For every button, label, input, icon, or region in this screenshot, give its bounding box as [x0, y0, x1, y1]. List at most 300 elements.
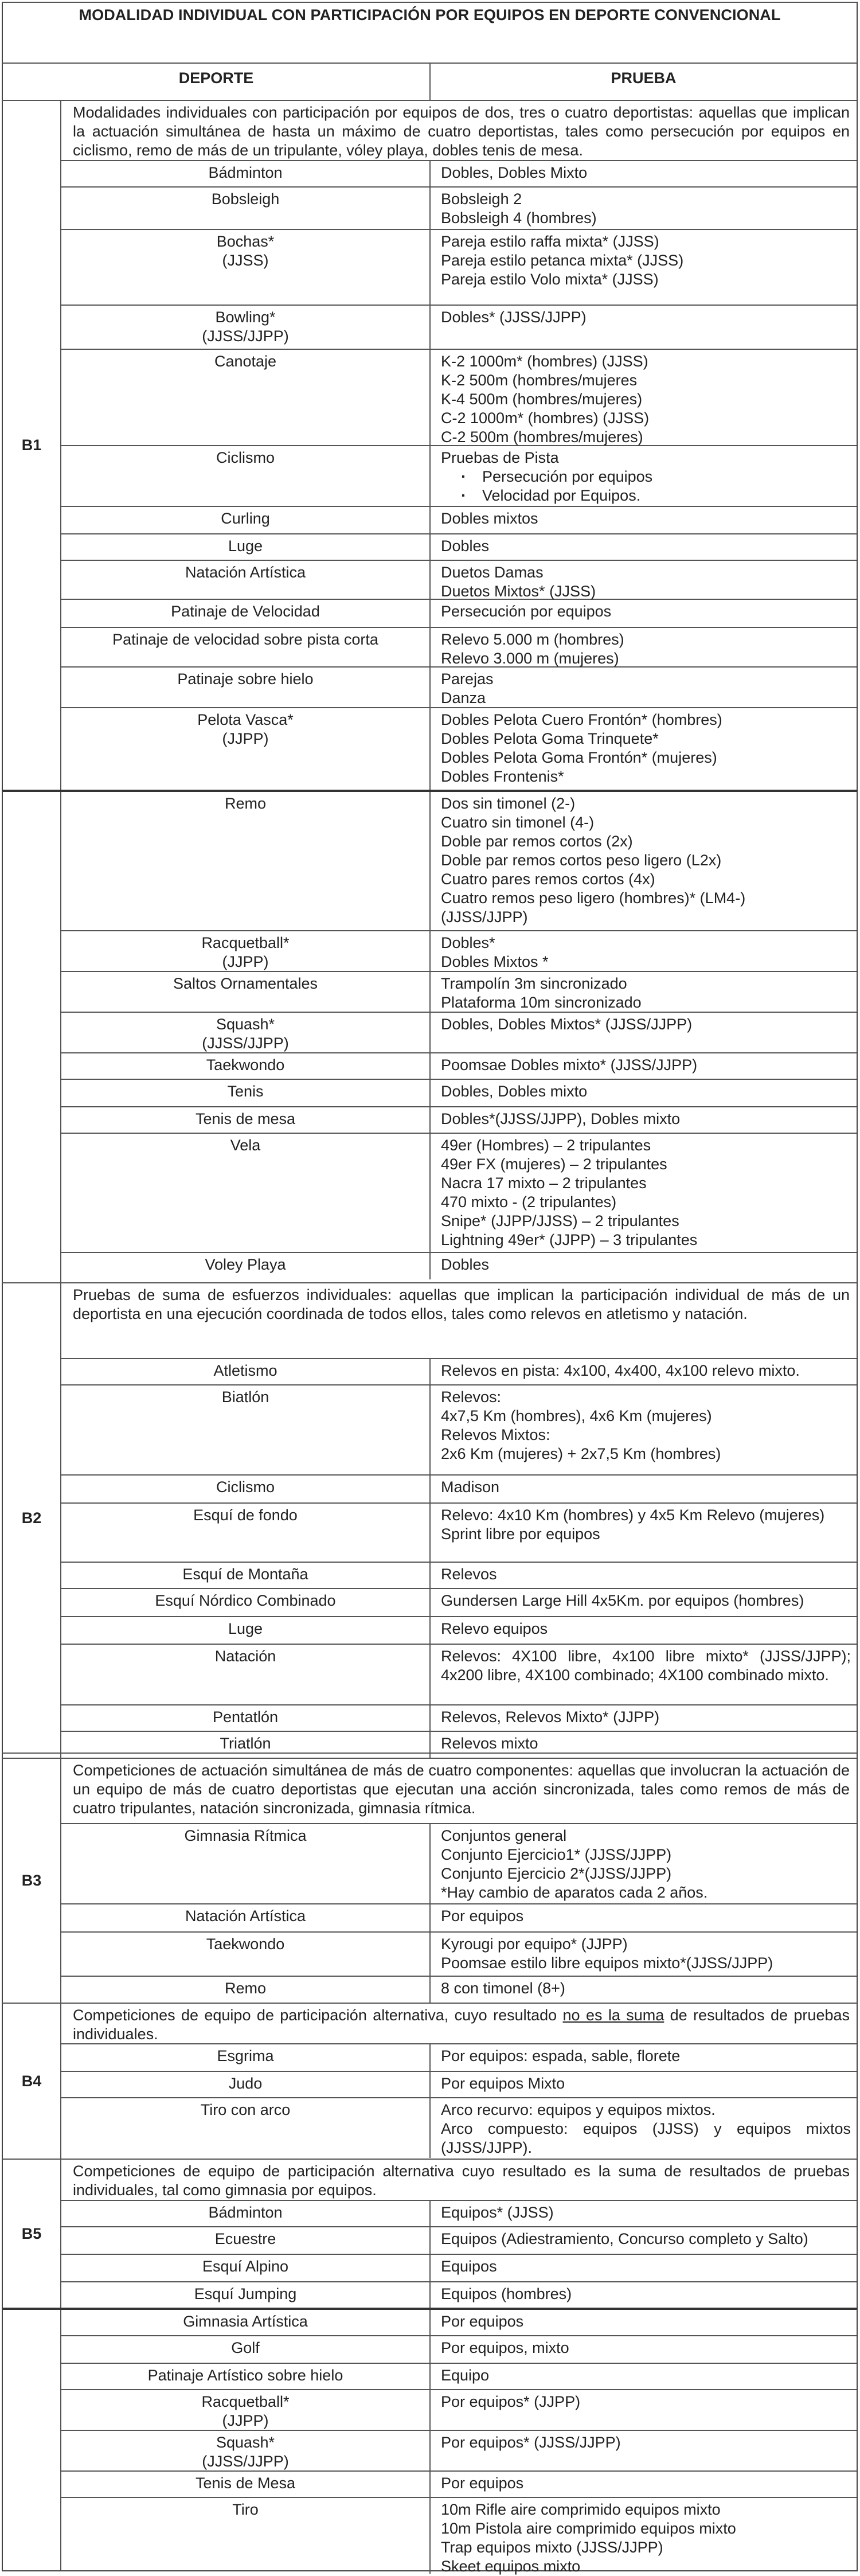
sport-cell — [61, 1385, 431, 1474]
prueba-cell — [431, 2336, 857, 2363]
prueba-item: Dobles — [441, 537, 490, 555]
sport-name: Voley Playa — [205, 1256, 286, 1273]
prueba-item: Bobsleigh 2 — [441, 190, 522, 208]
table-row — [61, 230, 857, 306]
table-row — [61, 2227, 857, 2255]
prueba-cell — [431, 2227, 857, 2254]
prueba-item: 10m Rifle aire comprimido equipos mixto — [441, 2501, 721, 2518]
prueba-item: Relevos — [441, 1566, 497, 1583]
prueba-item: Por equipos Mixto — [441, 2075, 565, 2092]
prueba-cell — [431, 2498, 857, 2574]
sport-cell — [61, 1476, 431, 1502]
prueba-item: Plataforma 10m sincronizado — [441, 994, 642, 1011]
prueba-item: Skeet equipos mixto — [441, 2558, 581, 2575]
table-row — [61, 2336, 857, 2364]
prueba-item: Persecución por equipos — [441, 603, 612, 620]
table-row — [61, 931, 857, 972]
sport-name: Patinaje de Velocidad — [171, 603, 320, 620]
prueba-item: Bobsleigh 4 (hombres) — [441, 209, 597, 227]
prueba-item: Cuatro pares remos cortos (4x) — [441, 871, 655, 888]
prueba-cell — [431, 1504, 857, 1562]
spacer-cell — [61, 1754, 431, 1758]
prueba-item: Pareja estilo raffa mixta* (JJSS) — [441, 233, 659, 250]
sport-cell — [61, 561, 431, 599]
prueba-cell — [431, 306, 857, 349]
table-title-row — [2, 2, 858, 63]
prueba-item: Relevos en pista: 4x100, 4x400, 4x100 relevo mixto. — [441, 1362, 800, 1379]
table-row — [61, 1359, 857, 1385]
sport-name: Vela — [230, 1137, 261, 1154]
sport-cell — [61, 1705, 431, 1731]
sport-cell — [61, 2390, 431, 2430]
prueba-item: Relevos: 4X100 libre, 4x100 libre mixto* (JJSS/JJPP); 4x200 libre, 4X100 combinado; 4X100 combinado mixto. — [441, 1648, 851, 1684]
sport-cell — [61, 2498, 431, 2574]
prueba-item: Duetos Mixtos* (JJSS) — [441, 583, 596, 600]
prueba-bullet-item: ▪ Velocidad por Equipos. — [441, 486, 851, 505]
prueba-cell — [431, 1617, 857, 1644]
sport-cell — [61, 1732, 431, 1754]
prueba-item: Equipos — [441, 2258, 497, 2275]
prueba-cell — [431, 507, 857, 533]
sport-cell — [61, 507, 431, 533]
sport-cell — [61, 2364, 431, 2389]
table-row — [61, 161, 857, 188]
sport-name: Racquetball* — [201, 2393, 290, 2410]
table-row — [61, 2098, 857, 2158]
section-b5 — [2, 2159, 858, 2308]
prueba-cell — [431, 188, 857, 229]
prueba-item: Dobles Pelota Goma Trinquete* — [441, 730, 659, 747]
prueba-cell — [431, 1385, 857, 1474]
sport-name: (JJPP) — [222, 953, 269, 970]
table-row — [61, 1933, 857, 1977]
prueba-item: Conjunto Ejercicio 2*(JJSS/JJPP) — [441, 1865, 672, 1882]
prueba-item: Parejas — [441, 670, 494, 688]
sport-cell — [61, 1589, 431, 1616]
prueba-cell — [431, 1359, 857, 1384]
sport-name: Ciclismo — [216, 1478, 275, 1496]
sport-name: Pentatlón — [212, 1708, 279, 1726]
prueba-item: Doble par remos cortos peso ligero (L2x) — [441, 852, 722, 869]
sport-cell — [61, 1080, 431, 1106]
prueba-cell — [431, 2072, 857, 2097]
sport-name: (JJSS/JJPP) — [202, 1035, 289, 1052]
section-b2 — [2, 1282, 858, 1753]
prueba-item: 8 con timonel (8+) — [441, 1980, 565, 1997]
prueba-item: Doble par remos cortos (2x) — [441, 833, 633, 850]
prueba-cell — [431, 1904, 857, 1931]
sport-cell — [61, 350, 431, 445]
table-title: MODALIDAD INDIVIDUAL CON PARTICIPACIÓN POR EQUIPOS EN DEPORTE CONVENCIONAL — [79, 6, 781, 24]
prueba-item: (JJSS/JJPP) — [441, 908, 528, 926]
prueba-item: 2x6 Km (mujeres) + 2x7,5 Km (hombres) — [441, 1445, 721, 1462]
sport-name: Racquetball* — [201, 934, 290, 951]
prueba-cell — [431, 2364, 857, 2389]
sport-name: Gimnasia Rítmica — [184, 1827, 307, 1844]
table-row — [61, 1563, 857, 1589]
table-row — [61, 668, 857, 708]
prueba-item: Por equipos — [441, 1907, 524, 1925]
column-header-row — [2, 63, 858, 100]
prueba-item: Dobles — [441, 1256, 490, 1273]
table-row — [61, 561, 857, 600]
sport-name: Luge — [228, 1620, 263, 1637]
prueba-item: Kyrougi por equipo* (JJPP) — [441, 1935, 628, 1953]
prueba-cell — [431, 1253, 857, 1279]
sport-cell — [61, 1645, 431, 1704]
section-description: Pruebas de suma de esfuerzos individuales: aquellas que implican la participación individual de más de un deportista en una ejecución coordinada de todos ellos, tales como relevos en atletismo y natación. — [61, 1283, 857, 1359]
section-body — [61, 792, 857, 1282]
prueba-cell — [431, 1563, 857, 1588]
prueba-cell — [431, 2255, 857, 2281]
section-label: B2 — [3, 1283, 61, 1753]
sport-name: Tenis de mesa — [195, 1110, 296, 1127]
table-row — [61, 2282, 857, 2309]
prueba-item: 470 mixto - (2 tripulantes) — [441, 1193, 617, 1211]
prueba-cell — [431, 972, 857, 1012]
prueba-cell — [431, 1933, 857, 1976]
table-row — [61, 2255, 857, 2282]
prueba-item: Relevos, Relevos Mixto* (JJPP) — [441, 1708, 660, 1726]
prueba-item: Nacra 17 mixto – 2 tripulantes — [441, 1174, 647, 1192]
prueba-item: Conjunto Ejercicio1* (JJSS/JJPP) — [441, 1846, 672, 1863]
prueba-cell — [431, 2431, 857, 2470]
section-b1 — [2, 100, 858, 790]
sport-name: Golf — [231, 2339, 260, 2356]
prueba-item: Relevos: — [441, 1388, 502, 1406]
section-b5-continued — [2, 2308, 858, 2575]
prueba-item: 4x7,5 Km (hombres), 4x6 Km (mujeres) — [441, 1407, 712, 1424]
underlined-emphasis: no es la suma — [562, 2007, 664, 2024]
table-row — [61, 2044, 857, 2072]
prueba-item: Madison — [441, 1478, 500, 1496]
sport-name: Atletismo — [213, 1362, 277, 1379]
section-label-empty — [3, 2310, 61, 2570]
prueba-cell — [431, 1107, 857, 1133]
sport-name: Remo — [224, 1980, 267, 1997]
sport-name: Ecuestre — [214, 2230, 276, 2247]
sport-cell — [61, 2098, 431, 2158]
prueba-item: Duetos Damas — [441, 564, 544, 581]
prueba-item: Dobles Mixtos * — [441, 953, 549, 970]
sport-name: Natación Artística — [185, 1907, 306, 1925]
prueba-item: Sprint libre por equipos — [441, 1525, 600, 1543]
section-label-empty — [3, 792, 61, 1282]
prueba-item: Conjuntos general — [441, 1827, 567, 1844]
sport-name: (JJSS/JJPP) — [202, 2453, 289, 2470]
sport-name: Bádminton — [208, 164, 283, 181]
table-row — [61, 2072, 857, 2098]
sport-name: Esquí de Montaña — [182, 1566, 308, 1583]
table-row — [61, 1589, 857, 1617]
section-body — [61, 2310, 857, 2575]
sports-classification-table — [2, 2, 858, 2575]
section-label: B5 — [3, 2160, 61, 2308]
prueba-item: Por equipos, mixto — [441, 2339, 569, 2356]
sport-name: Judo — [228, 2075, 263, 2092]
table-row — [61, 188, 857, 230]
sport-cell — [61, 2227, 431, 2254]
prueba-cell — [431, 1013, 857, 1052]
table-row — [61, 972, 857, 1013]
table-row — [61, 2498, 857, 2574]
sport-name: Tiro con arco — [200, 2101, 291, 2118]
prueba-item: Dobles*(JJSS/JJPP), Dobles mixto — [441, 1110, 681, 1127]
section-label: B4 — [3, 2004, 61, 2159]
sport-cell — [61, 188, 431, 229]
prueba-cell — [431, 2044, 857, 2071]
sport-cell — [61, 2044, 431, 2071]
table-row — [61, 1107, 857, 1134]
section-body — [61, 2160, 857, 2308]
prueba-cell — [431, 1645, 857, 1704]
table-row — [61, 792, 857, 931]
table-row — [61, 507, 857, 534]
sport-cell — [61, 1563, 431, 1588]
table-row — [61, 1134, 857, 1253]
sport-cell — [61, 2255, 431, 2281]
prueba-cell — [431, 2282, 857, 2309]
prueba-cell — [431, 1732, 857, 1754]
sport-name: Taekwondo — [206, 1056, 285, 1074]
sport-name: Squash* — [216, 2434, 275, 2451]
prueba-cell — [431, 1705, 857, 1731]
sport-cell — [61, 792, 431, 930]
prueba-cell — [431, 1589, 857, 1616]
sport-name: Esquí de fondo — [193, 1506, 298, 1524]
sport-cell — [61, 1359, 431, 1384]
table-row — [61, 2472, 857, 2498]
prueba-bullet-item: ▪ Persecución por equipos — [441, 467, 851, 486]
table-row — [61, 2364, 857, 2390]
table-row — [61, 1977, 857, 2003]
prueba-item: 49er FX (mujeres) – 2 tripulantes — [441, 1156, 667, 1173]
section-description: Modalidades individuales con participación por equipos de dos, tres o cuatro deportistas: aquellas que implican la actuación simultánea de hasta un máximo de cuatro deportistas, tales como persecución por equipos en ciclismo, remo de más de un tripulante, vóley playa, dobles tenis de mesa. — [61, 101, 857, 161]
sport-name: Triatlón — [220, 1735, 271, 1752]
sport-name: (JJSS/JJPP) — [202, 327, 289, 345]
prueba-cell — [431, 1134, 857, 1252]
prueba-item: Dobles Pelota Cuero Frontón* (hombres) — [441, 711, 722, 728]
sport-name: Squash* — [216, 1016, 275, 1033]
sport-name: Saltos Ornamentales — [173, 975, 318, 992]
prueba-cell — [431, 161, 857, 186]
prueba-item: K-2 1000m* (hombres) (JJSS) — [441, 353, 648, 370]
sport-cell — [61, 446, 431, 506]
section-description: Competiciones de actuación simultánea de más de cuatro componentes: aquellas que involucran la actuación de un equipo de más de cuatro deportistas que ejecutan una acción sincronizada, tales como remos de más de cuatro tripulantes, natación sincronizada, gimnasia rítmica. — [61, 1759, 857, 1824]
sport-cell — [61, 534, 431, 560]
prueba-cell — [431, 600, 857, 627]
prueba-item: Relevo: 4x10 Km (hombres) y 4x5 Km Relevo (mujeres) — [441, 1506, 825, 1524]
section-body — [61, 1283, 857, 1753]
sport-cell — [61, 1504, 431, 1562]
sport-cell — [61, 708, 431, 790]
prueba-item: Relevo 5.000 m (hombres) — [441, 631, 624, 648]
prueba-item: Dobles, Dobles Mixtos* (JJSS/JJPP) — [441, 1016, 693, 1033]
section-body — [61, 101, 857, 790]
sport-cell — [61, 2282, 431, 2309]
prueba-cell — [431, 1824, 857, 1903]
prueba-item: C-2 500m (hombres/mujeres) — [441, 428, 643, 446]
header-prueba: PRUEBA — [611, 69, 677, 87]
table-row — [61, 1732, 857, 1754]
sport-cell — [61, 1134, 431, 1252]
prueba-item: C-2 1000m* (hombres) (JJSS) — [441, 409, 650, 427]
prueba-cell — [431, 708, 857, 790]
header-deporte: DEPORTE — [3, 64, 431, 100]
section-description — [61, 2004, 857, 2044]
sport-cell — [61, 972, 431, 1012]
sport-name: Patinaje Artístico sobre hielo — [147, 2367, 343, 2384]
prueba-cell — [431, 230, 857, 305]
prueba-cell — [431, 931, 857, 971]
prueba-item: Dobles* — [441, 934, 495, 951]
prueba-item: Poomsae Dobles mixto* (JJSS/JJPP) — [441, 1056, 698, 1074]
sport-name: Natación — [214, 1648, 276, 1665]
prueba-item: Dobles* (JJSS/JJPP) — [441, 309, 587, 326]
prueba-item: Snipe* (JJPP/JJSS) – 2 tripulantes — [441, 1212, 679, 1230]
spacer-cell — [3, 1754, 61, 1758]
sport-cell — [61, 2201, 431, 2226]
prueba-item: Trap equipos mixto (JJSS/JJPP) — [441, 2539, 663, 2556]
prueba-item: Dobles mixtos — [441, 510, 538, 527]
sport-name: Ciclismo — [216, 449, 275, 466]
prueba-item: Equipos (Adiestramiento, Concurso completo y Salto) — [441, 2230, 808, 2247]
sport-name: Tenis — [227, 1083, 264, 1100]
prueba-cell — [431, 628, 857, 666]
section-description: Competiciones de equipo de participación alternativa cuyo resultado es la suma de resultados de pruebas individuales, tal como gimnasia por equipos. — [61, 2160, 857, 2201]
prueba-cell — [431, 446, 857, 506]
sport-cell — [61, 306, 431, 349]
section-spacer-row — [2, 1753, 858, 1758]
description-text: de resultados de pruebas individuales. — [73, 2007, 850, 2043]
prueba-item: *Hay cambio de aparatos cada 2 años. — [441, 1884, 708, 1901]
table-row — [61, 1253, 857, 1279]
prueba-item: Dobles, Dobles mixto — [441, 1083, 588, 1100]
prueba-item: Equipo — [441, 2367, 490, 2384]
prueba-item: Cuatro sin timonel (4-) — [441, 814, 595, 831]
sport-name: Patinaje sobre hielo — [177, 670, 314, 688]
prueba-item: K-2 500m (hombres/mujeres — [441, 372, 638, 389]
prueba-item: Dobles Pelota Goma Frontón* (mujeres) — [441, 749, 717, 766]
sport-name: Natación Artística — [185, 564, 306, 581]
sport-name: Esquí Alpino — [202, 2258, 289, 2275]
sport-name: Bochas* — [216, 233, 275, 250]
table-row — [61, 1824, 857, 1904]
sport-name: Patinaje de velocidad sobre pista corta — [112, 631, 378, 648]
sport-cell — [61, 1933, 431, 1976]
sport-name: Gimnasia Artística — [183, 2313, 308, 2330]
section-body — [61, 1759, 857, 2003]
section-label: B1 — [3, 101, 61, 790]
sport-name: Biatlón — [221, 1388, 269, 1406]
table-row — [61, 1705, 857, 1732]
prueba-cell — [431, 1476, 857, 1502]
prueba-item: Por equipos — [441, 2313, 524, 2330]
prueba-item: Relevo 3.000 m (mujeres) — [441, 650, 619, 667]
prueba-item: Dos sin timonel (2-) — [441, 795, 576, 812]
prueba-item: Pareja estilo petanca mixta* (JJSS) — [441, 252, 684, 269]
prueba-item: Por equipos* (JJSS/JJPP) — [441, 2434, 621, 2451]
table-row — [61, 1504, 857, 1563]
sport-name: Luge — [228, 537, 263, 555]
prueba-item: Equipos (hombres) — [441, 2285, 572, 2302]
sport-name: Esquí Nórdico Combinado — [155, 1592, 336, 1609]
section-b4 — [2, 2003, 858, 2159]
prueba-item: Danza — [441, 689, 486, 707]
sport-cell — [61, 2336, 431, 2363]
table-row — [61, 1904, 857, 1933]
prueba-cell — [431, 534, 857, 560]
sport-name: Pelota Vasca* — [197, 711, 294, 728]
prueba-cell — [431, 350, 857, 445]
sport-name: Curling — [221, 510, 270, 527]
sport-name: Esquí Jumping — [194, 2285, 297, 2302]
sport-cell — [61, 931, 431, 971]
sport-cell — [61, 628, 431, 666]
sport-cell — [61, 1013, 431, 1052]
prueba-cell — [431, 2098, 857, 2158]
prueba-cell — [431, 1080, 857, 1106]
sport-name: Tiro — [232, 2501, 259, 2518]
sport-cell — [61, 668, 431, 707]
sport-cell — [61, 2310, 431, 2335]
sport-cell — [61, 600, 431, 627]
sport-cell — [61, 1107, 431, 1133]
sport-name: Bádminton — [208, 2204, 283, 2221]
prueba-cell — [431, 2390, 857, 2430]
prueba-item: Gundersen Large Hill 4x5Km. por equipos (hombres) — [441, 1592, 804, 1609]
sport-name: Bobsleigh — [211, 190, 280, 208]
section-body — [61, 2004, 857, 2159]
sport-cell — [61, 230, 431, 305]
section-label: B3 — [3, 1759, 61, 2003]
prueba-item: Arco recurvo: equipos y equipos mixtos. — [441, 2101, 716, 2118]
prueba-item: Trampolín 3m sincronizado — [441, 975, 627, 992]
prueba-item: Poomsae estilo libre equipos mixto*(JJSS/JJPP) — [441, 1954, 773, 1972]
prueba-item: Arco compuesto: equipos (JJSS) y equipos mixtos (JJSS/JJPP). — [441, 2120, 851, 2156]
table-row — [61, 600, 857, 628]
sport-cell — [61, 1053, 431, 1079]
prueba-cell — [431, 2201, 857, 2226]
sport-cell — [61, 2072, 431, 2097]
prueba-item: Por equipos* (JJPP) — [441, 2393, 581, 2410]
sport-name: (JJPP) — [222, 2412, 269, 2429]
prueba-item: Relevos mixto — [441, 1735, 538, 1752]
prueba-item: Lightning 49er* (JJPP) – 3 tripulantes — [441, 1231, 698, 1248]
prueba-item: Equipos* (JJSS) — [441, 2204, 554, 2221]
table-row — [61, 2310, 857, 2336]
sport-cell — [61, 1977, 431, 2003]
prueba-item: Pareja estilo Volo mixta* (JJSS) — [441, 271, 659, 288]
table-row — [61, 2390, 857, 2431]
sport-cell — [61, 1617, 431, 1644]
sport-name: Esgrima — [217, 2047, 274, 2064]
sport-cell — [61, 1904, 431, 1931]
description-text: Competiciones de equipo de participación alternativa, cuyo resultado — [73, 2007, 563, 2024]
section-b1-continued — [2, 790, 858, 1282]
sport-cell — [61, 161, 431, 186]
sport-cell — [61, 2431, 431, 2470]
table-row — [61, 1385, 857, 1476]
table-row — [61, 350, 857, 446]
table-row — [61, 1013, 857, 1053]
sport-cell — [61, 1824, 431, 1903]
sport-name: Bowling* — [215, 309, 276, 326]
table-row — [61, 2201, 857, 2227]
sport-cell — [61, 1253, 431, 1279]
table-row — [61, 534, 857, 561]
sport-name: Canotaje — [214, 353, 277, 370]
